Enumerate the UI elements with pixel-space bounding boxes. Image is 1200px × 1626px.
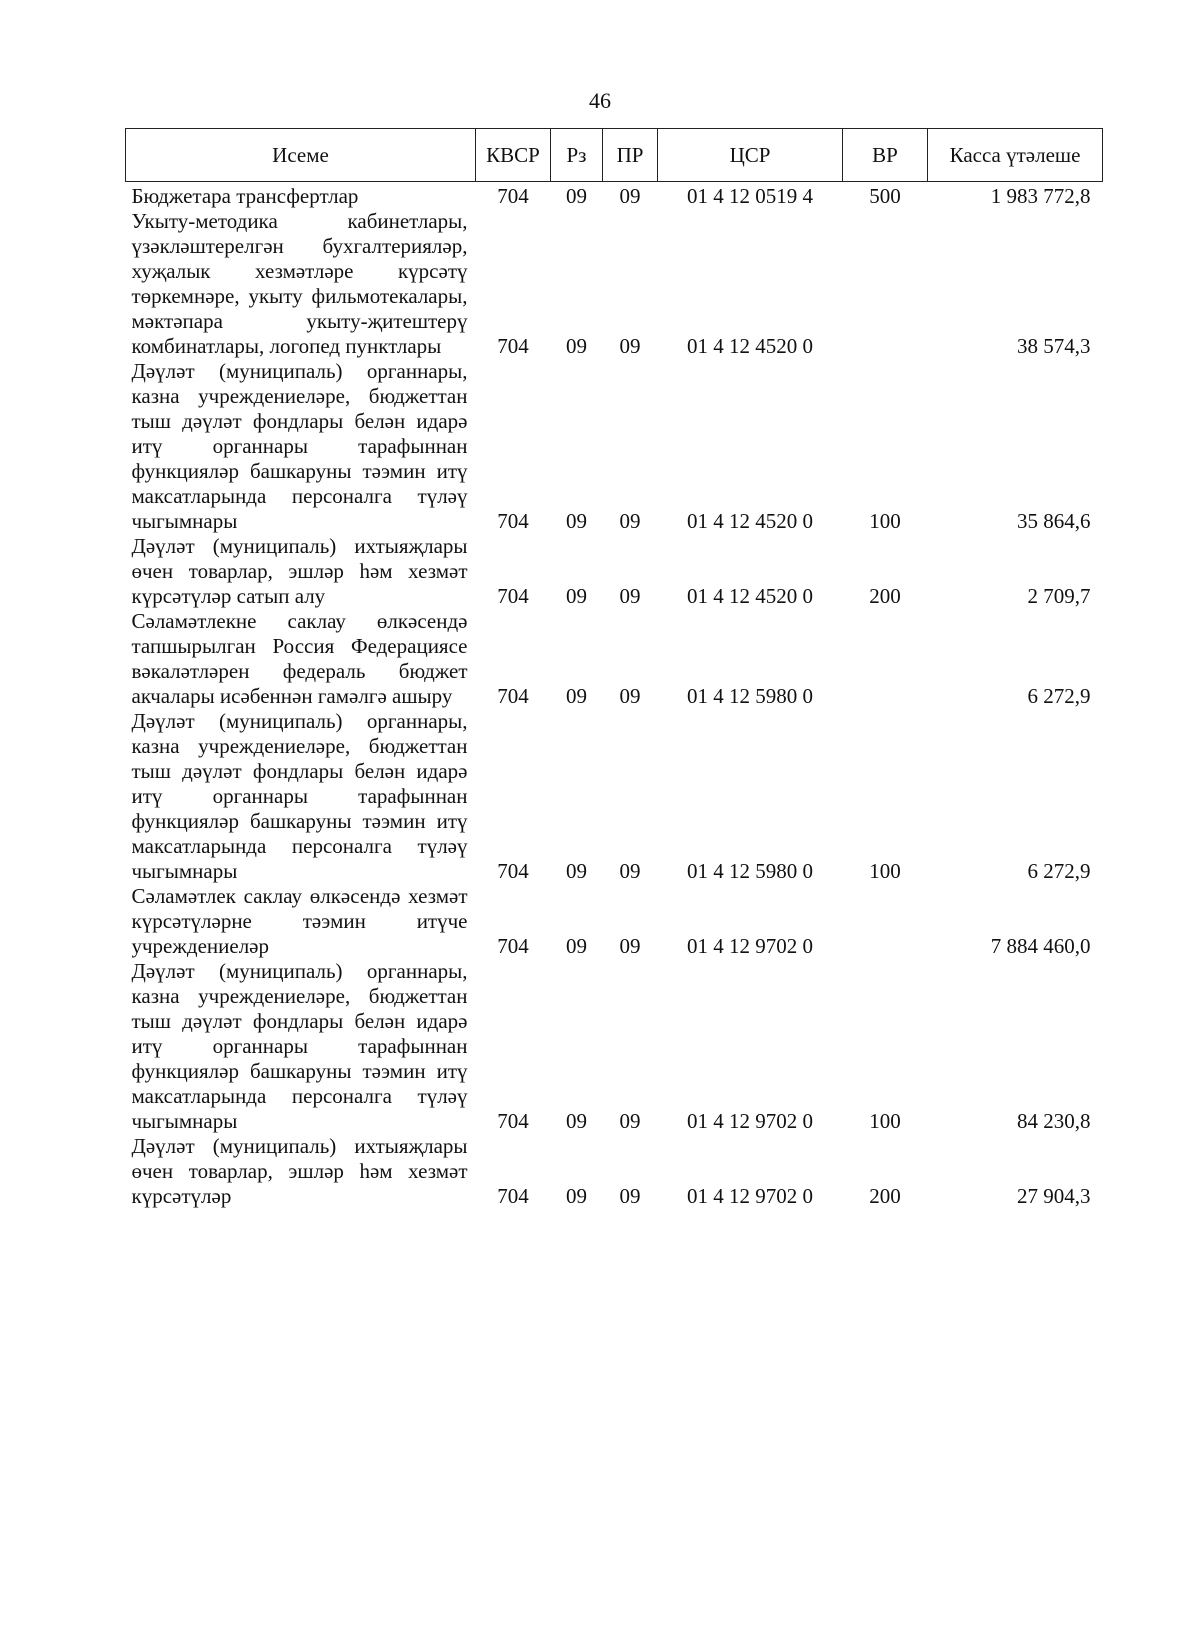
row-kvsr: 704 (497, 1109, 529, 1133)
row-csr: 01 4 12 4520 0 (687, 509, 813, 533)
row-kvsr: 704 (497, 184, 529, 208)
row-kvsr: 704 (497, 684, 529, 708)
table-row (126, 709, 1103, 884)
row-sum: 84 230,8 (1017, 1109, 1091, 1133)
row-pr: 09 (619, 859, 641, 883)
row-rz: 09 (566, 184, 587, 208)
row-sum: 27 904,3 (1017, 1184, 1091, 1208)
row-rz: 09 (566, 1184, 587, 1208)
row-pr: 09 (619, 184, 641, 208)
table-header (126, 129, 1103, 182)
header-csr: ЦСР (658, 129, 843, 182)
row-csr: 01 4 12 4520 0 (687, 584, 813, 608)
row-name: Сәламәтлекне саклау өлкәсендә тапшырылган Россия Федерациясе вәкаләтләрен федераль бюджет акчалары исәбеннән гамәлгә ашыру (131, 609, 468, 708)
row-sum: 2 709,7 (1027, 584, 1091, 608)
table-row (126, 609, 1103, 709)
row-pr: 09 (619, 1109, 641, 1133)
row-kvsr: 704 (497, 1184, 529, 1208)
row-rz: 09 (566, 684, 587, 708)
row-rz: 09 (566, 934, 587, 958)
table-row (126, 359, 1103, 534)
row-name: Дәүләт (муниципаль) органнары, казна учреждениеләре, бюджеттан тыш дәүләт фондлары белән идарә итү органнары тарафыннан функцияләр башкаруны тәэмин итү максатларында персоналга түләү чыгымнары (131, 359, 468, 533)
header-name: Исеме (126, 129, 476, 182)
row-rz: 09 (566, 1109, 587, 1133)
budget-table (125, 128, 1103, 1209)
row-csr: 01 4 12 5980 0 (687, 684, 813, 708)
row-rz: 09 (566, 859, 587, 883)
table-row (126, 182, 1103, 210)
row-rz: 09 (566, 509, 587, 533)
row-sum: 6 272,9 (1027, 684, 1091, 708)
row-pr: 09 (619, 584, 641, 608)
row-name: Дәүләт (муниципаль) органнары, казна учреждениеләре, бюджеттан тыш дәүләт фондлары белән идарә итү органнары тарафыннан функцияләр башкаруны тәэмин итү максатларында персоналга түләү чыгымнары (131, 709, 468, 883)
table-row (126, 534, 1103, 609)
header-kvsr: КВСР (476, 129, 551, 182)
row-csr: 01 4 12 0519 4 (687, 184, 813, 208)
table-row (126, 209, 1103, 359)
row-kvsr: 704 (497, 584, 529, 608)
row-csr: 01 4 12 9702 0 (687, 934, 813, 958)
row-kvsr: 704 (497, 859, 529, 883)
row-vr (843, 884, 928, 959)
row-vr (843, 609, 928, 709)
row-name: Бюджетара трансфертлар (131, 184, 359, 208)
row-name: Дәүләт (муниципаль) ихтыяҗлары өчен товарлар, эшләр һәм хезмәт күрсәтүләр сатып алу (131, 534, 468, 608)
table-body (126, 182, 1103, 1210)
row-kvsr: 704 (497, 509, 529, 533)
row-sum: 6 272,9 (1027, 859, 1091, 883)
header-pr: ПР (603, 129, 658, 182)
header-sum: Касса үтәлеше (928, 129, 1103, 182)
row-name: Сәламәтлек саклау өлкәсендә хезмәт күрсәтүләрне тәэмин итүче учреждениеләр (131, 884, 468, 958)
header-vr: ВР (843, 129, 928, 182)
row-csr: 01 4 12 9702 0 (687, 1109, 813, 1133)
table-row (126, 1134, 1103, 1209)
row-name: Дәүләт (муниципаль) ихтыяҗлары өчен товарлар, эшләр һәм хезмәт күрсәтүләр (131, 1134, 468, 1208)
row-kvsr: 704 (497, 934, 529, 958)
table-row (126, 884, 1103, 959)
row-vr: 100 (869, 1109, 901, 1133)
row-pr: 09 (619, 934, 641, 958)
row-pr: 09 (619, 684, 641, 708)
row-rz: 09 (566, 334, 587, 358)
row-vr: 200 (869, 1184, 901, 1208)
row-pr: 09 (619, 509, 641, 533)
header-rz: Рз (551, 129, 603, 182)
row-vr: 500 (869, 184, 901, 208)
row-vr: 100 (869, 859, 901, 883)
row-name: Укыту-методика кабинетлары, үзәкләштерелгән бухгалтерияләр, хуҗалык хезмәтләре күрсәтү төркемнәре, укыту фильмотекалары, мәктәпара укыту-җитештерү комбинатлары, логопед пунктлары (131, 209, 468, 358)
row-sum: 38 574,3 (1017, 334, 1091, 358)
row-rz: 09 (566, 584, 587, 608)
row-vr (843, 209, 928, 359)
row-csr: 01 4 12 5980 0 (687, 859, 813, 883)
table-row (126, 959, 1103, 1134)
row-kvsr: 704 (497, 334, 529, 358)
row-sum: 35 864,6 (1017, 509, 1091, 533)
row-pr: 09 (619, 334, 641, 358)
row-sum: 7 884 460,0 (990, 934, 1091, 958)
row-csr: 01 4 12 4520 0 (687, 334, 813, 358)
row-vr: 200 (869, 584, 901, 608)
page-number: 46 (589, 88, 611, 113)
row-name: Дәүләт (муниципаль) органнары, казна учреждениеләре, бюджеттан тыш дәүләт фондлары белән идарә итү органнары тарафыннан функцияләр башкаруны тәэмин итү максатларында персоналга түләү чыгымнары (131, 959, 468, 1133)
row-sum: 1 983 772,8 (990, 184, 1091, 208)
row-pr: 09 (619, 1184, 641, 1208)
row-vr: 100 (869, 509, 901, 533)
row-csr: 01 4 12 9702 0 (687, 1184, 813, 1208)
